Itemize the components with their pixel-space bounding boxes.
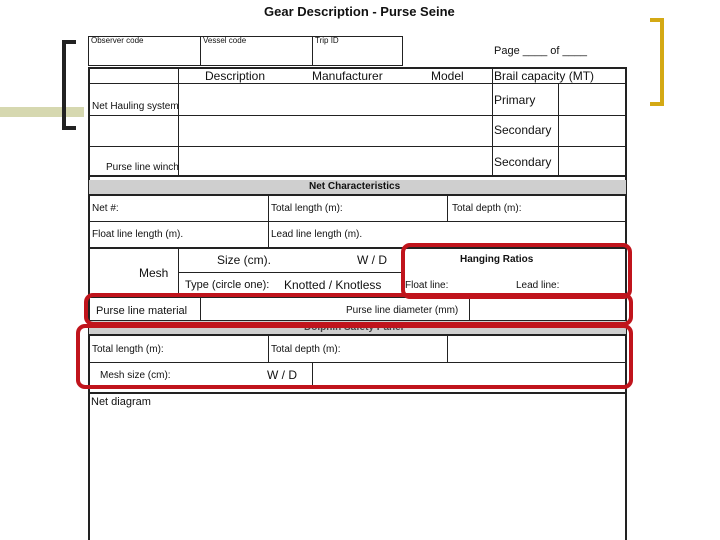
lead-line-label: Lead line: bbox=[516, 280, 560, 291]
total-length-label: Total length (m): bbox=[271, 203, 343, 214]
mesh-type-label: Type (circle one): bbox=[185, 279, 270, 291]
knotted-knotless-label: Knotted / Knotless bbox=[284, 278, 382, 292]
observer-code-label: Observer code bbox=[91, 36, 144, 45]
net-characteristics-title: Net Characteristics bbox=[309, 181, 401, 192]
brail-secondary-2: Secondary bbox=[494, 155, 552, 169]
hanging-ratios-title: Hanging Ratios bbox=[460, 254, 534, 265]
vessel-code-label: Vessel code bbox=[203, 36, 247, 45]
purse-line-winch-label: Purse line winch bbox=[106, 162, 179, 173]
col-brail-capacity: Brail capacity (MT) bbox=[494, 69, 595, 83]
panel-mesh-size-label: Mesh size (cm): bbox=[100, 370, 171, 381]
col-manufacturer: Manufacturer bbox=[312, 69, 383, 83]
left-bracket bbox=[62, 40, 76, 130]
purse-line-material-label: Purse line material bbox=[96, 305, 188, 317]
trip-id-label: Trip ID bbox=[315, 36, 339, 45]
panel-wd-label: W / D bbox=[267, 368, 297, 382]
panel-total-length-label: Total length (m): bbox=[92, 344, 164, 355]
float-line-length-label: Float line length (m). bbox=[92, 229, 184, 240]
page-indicator: Page ____ of ____ bbox=[494, 45, 587, 57]
highlight-purse-line bbox=[84, 293, 633, 326]
mesh-label: Mesh bbox=[139, 266, 169, 280]
col-description: Description bbox=[205, 69, 266, 83]
dolphin-panel-title: Dolphin Safety Panel bbox=[304, 322, 404, 333]
mesh-size-label: Size (cm). bbox=[217, 253, 271, 267]
form-title: Gear Description - Purse Seine bbox=[264, 4, 455, 19]
highlight-dolphin-panel bbox=[76, 324, 633, 389]
right-bracket bbox=[650, 18, 664, 106]
net-number-label: Net #: bbox=[92, 203, 119, 214]
mesh-wd-label: W / D bbox=[357, 253, 387, 267]
panel-total-depth-label: Total depth (m): bbox=[271, 344, 341, 355]
brail-secondary-1: Secondary bbox=[494, 123, 552, 137]
brail-primary: Primary bbox=[494, 93, 536, 107]
purse-line-diameter-label: Purse line diameter (mm) bbox=[346, 305, 459, 316]
highlight-hanging-ratios bbox=[401, 243, 632, 299]
net-hauling-label: Net Hauling system bbox=[92, 101, 179, 112]
lead-line-length-label: Lead line length (m). bbox=[271, 229, 363, 240]
net-diagram-label: Net diagram bbox=[91, 396, 151, 408]
col-model: Model bbox=[431, 69, 464, 83]
total-depth-label: Total depth (m): bbox=[452, 203, 522, 214]
float-line-label: Float line: bbox=[405, 280, 449, 291]
